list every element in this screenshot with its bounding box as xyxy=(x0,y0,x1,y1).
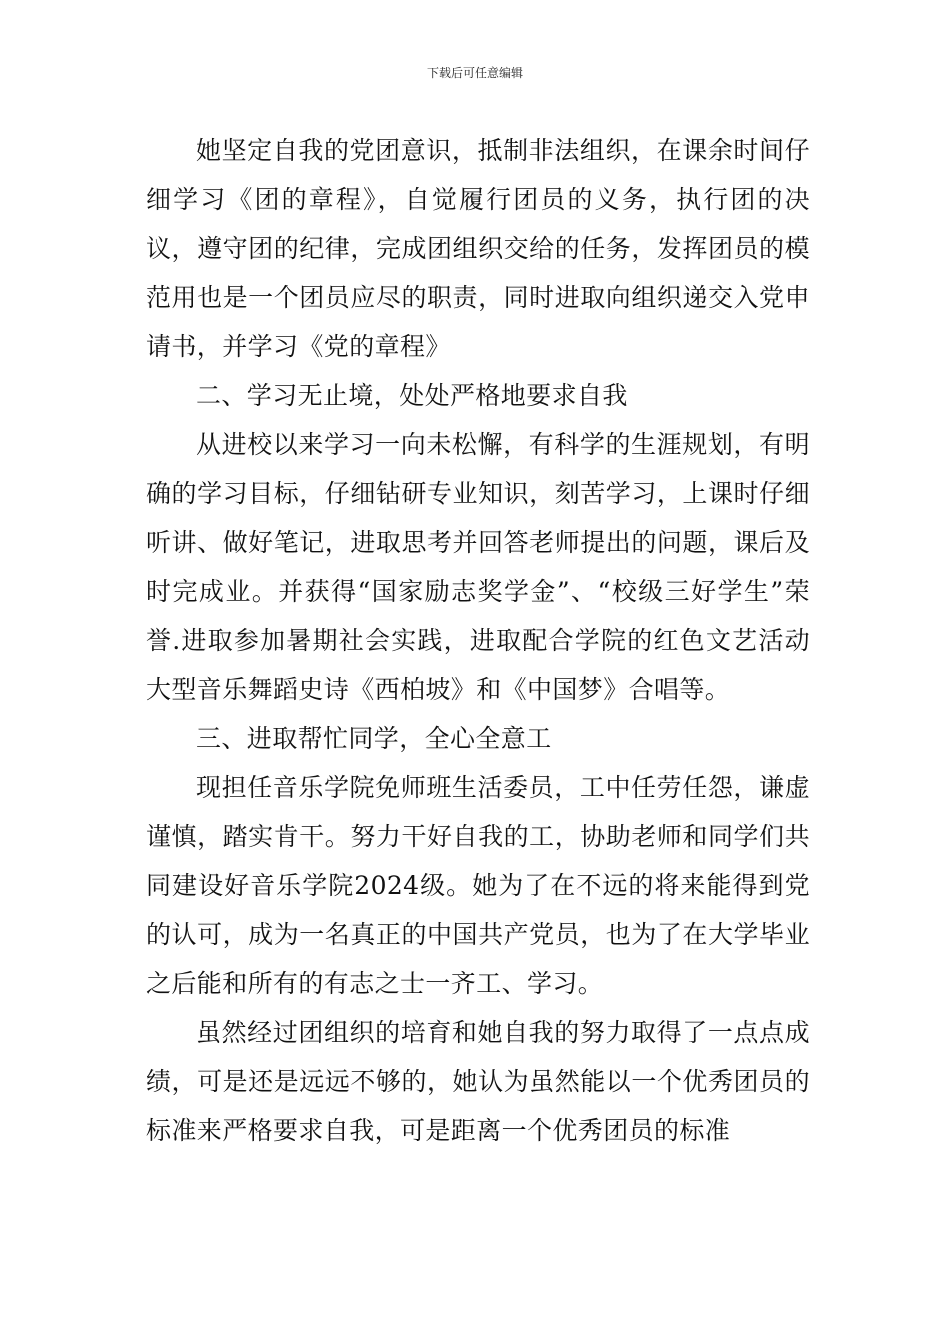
paragraph-party-awareness: 她坚定自我的党团意识，抵制非法组织，在课余时间仔细学习《团的章程》，自觉履行团员的义务，执行团的决议，遵守团的纪律，完成团组织交给的任务，发挥团员的模范用也是一个团员应尽的职责，同时进取向组织递交入党申请书，并学习《党的章程》 xyxy=(146,136,810,361)
section-heading-help-classmates: 三、进取帮忙同学，全心全意工 xyxy=(196,724,552,753)
paragraph-self-assessment: 虽然经过团组织的培育和她自我的努力取得了一点点成绩，可是还是远远不够的，她认为虽然能以一个优秀团员的标准来严格要求自我，可是距离一个优秀团员的标准 xyxy=(146,1018,810,1145)
page-header: 下载后可任意编辑 xyxy=(426,66,523,80)
document-body xyxy=(146,126,810,1155)
section-heading-study: 二、学习无止境，处处严格地要求自我 xyxy=(196,381,628,410)
paragraph-study: 从进校以来学习一向未松懈，有科学的生涯规划，有明确的学习目标，仔细钻研专业知识，刻苦学习，上课时仔细听讲、做好笔记，进取思考并回答老师提出的问题，课后及时完成业。并获得“国家励志奖学金”、“校级三好学生”荣誉.进取参加暑期社会实践，进取配合学院的红色文艺活动大型音乐舞蹈史诗《西柏坡》和《中国梦》合唱等。 xyxy=(146,430,810,704)
paragraph-committee-work: 现担任音乐学院免师班生活委员，工中任劳任怨，谦虚谨慎，踏实肯干。努力干好自我的工，协助老师和同学们共同建设好音乐学院2024级。她为了在不远的将来能得到党的认可，成为一名真正的中国共产党员，也为了在大学毕业之后能和所有的有志之士一齐工、学习。 xyxy=(146,773,810,998)
